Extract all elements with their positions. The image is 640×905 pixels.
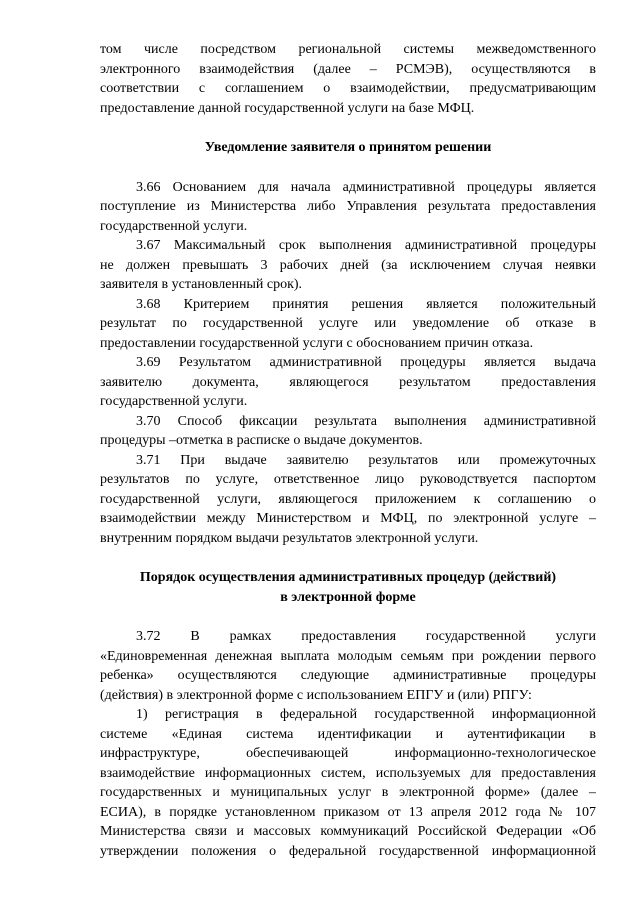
paragraph-3-70: [100, 412, 596, 451]
text-line: соответствии с соглашением о взаимодействии, предусматривающим: [100, 81, 596, 96]
list-item-1: [100, 705, 596, 861]
text-line: том числе посредством региональной системы межведомственного: [100, 42, 596, 57]
text-line: 3.71 При выдаче заявителю результатов или промежуточных: [136, 452, 596, 468]
text-line: «Единовременная денежная выплата молодым семьям при рождении первого: [100, 648, 596, 664]
intro-paragraph: [100, 40, 596, 118]
text-line: государственной услуги.: [100, 218, 248, 234]
text-line: результат по государственной услуге или уведомление об отказе в: [100, 316, 596, 331]
text-line: 3.66 Основанием для начала административной процедуры является: [136, 179, 596, 195]
text-line: 3.69 Результатом административной процедуры является выдача: [136, 355, 596, 370]
paragraph-3-71: [100, 451, 596, 549]
text-line: 3.68 Критерием принятия решения является положительный: [136, 296, 596, 312]
document-page: [100, 40, 596, 861]
text-line: системе «Единая система идентификации и аутентификации в: [100, 726, 596, 742]
text-line: государственной услуги.: [100, 394, 248, 409]
paragraph-3-66: [100, 178, 596, 237]
text-line: результатов по услуге, ответственное лицо руководствуется паспортом: [100, 472, 596, 487]
text-line: инфраструктуре, обеспечивающей информационно-технологическое: [100, 746, 596, 761]
text-line: утверждении положения о федеральной государственной информационной: [100, 843, 596, 859]
text-line: процедуры –отметка в расписке о выдаче документов.: [100, 433, 423, 448]
text-line: ребенка» осуществляются следующие административные процедуры: [100, 668, 596, 683]
text-line: 3.67 Максимальный срок выполнения административной процедуры: [136, 238, 596, 253]
text-line: (действия) в электронной форме с использованием ЕПГУ и (или) РПГУ:: [100, 687, 532, 703]
text-line: государственной услуги, являющегося приложением к соглашению о: [100, 491, 596, 507]
paragraph-3-72: [100, 627, 596, 705]
section-heading-electronic: Порядок осуществления административных процедур (действий): [139, 570, 557, 585]
paragraph-3-67: [100, 236, 596, 295]
text-line: 1) регистрация в федеральной государственной информационной: [136, 707, 596, 722]
text-line: электронного взаимодействия (далее – РСМЭВ), осуществляются в: [100, 61, 596, 77]
section-heading-electronic-line2: в электронной форме: [280, 589, 416, 605]
text-line: заявителю документа, являющегося результатом предоставления: [100, 374, 596, 390]
text-line: Министерства связи и массовых коммуникаций Российской Федерации «Об: [100, 824, 596, 839]
text-line: заявителя в установленный срок).: [100, 277, 303, 292]
text-line: взаимодействие информационных систем, используемых для предоставления: [100, 765, 596, 781]
text-line: взаимодействии между Министерством и МФЦ, по электронной услуге –: [100, 511, 596, 526]
paragraph-3-68: [100, 295, 596, 354]
text-line: поступление из Министерства либо Управления результата предоставления: [100, 199, 596, 214]
text-line: ЕСИА), в порядке установленном приказом от 13 апреля 2012 года № 107: [100, 804, 596, 820]
text-line: внутренним порядком выдачи результатов электронной услуги.: [100, 530, 479, 546]
paragraph-3-69: [100, 353, 596, 412]
text-line: государственных и муниципальных услуг в электронной форме» (далее –: [100, 785, 596, 800]
text-line: не должен превышать 3 рабочих дней (за исключением случая неявки: [100, 257, 596, 273]
section-heading-notification: Уведомление заявителя о принятом решении: [204, 140, 492, 155]
text-line: предоставление данной государственной услуги на базе МФЦ.: [100, 100, 475, 116]
text-line: 3.72 В рамках предоставления государственной услуги: [136, 629, 596, 644]
text-line: предоставлении государственной услуги с обоснованием причин отказа.: [100, 335, 534, 351]
text-line: 3.70 Способ фиксации результата выполнения административной: [136, 413, 596, 429]
